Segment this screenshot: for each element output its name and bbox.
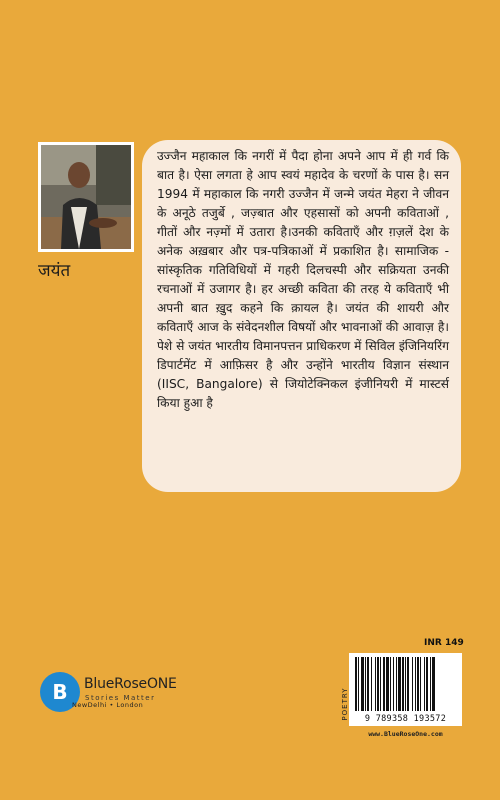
barcode-bar xyxy=(430,657,431,711)
publisher-logo-icon: B xyxy=(40,672,80,712)
author-name: जयंत xyxy=(38,261,71,281)
publisher-locations: NewDelhi • London xyxy=(72,701,144,709)
barcode-bar xyxy=(417,657,419,711)
barcode-bar xyxy=(393,657,394,711)
barcode-bar xyxy=(383,657,385,711)
barcode-bar xyxy=(405,657,406,711)
barcode-bars xyxy=(355,657,456,711)
barcode-bar xyxy=(355,657,357,711)
barcode-bar xyxy=(367,657,369,711)
author-bio-panel xyxy=(142,140,461,492)
author-bio-text: उज्जैन महाकाल कि नगरीं में पैदा होना अपने आप में ही गर्व कि बात है। ऐसा लगता हे आप स्वयं महादेव के चरणों के पास है। सन 1994 में महाकाल कि नगरी उज्जैन में जन्मे जयंत मेहरा ने जीवन के अनूठे तजुर्बे , जज़्बात और एहसासों को अपनी कविताओं , गीतों और नज़्मों में उतारा है।उनकी कविताएँ और ग़ज़लें देश के अनेक अख़बार और पत्र-पत्रिकाओं में प्रकाशित है। सामाजिक - सांस्कृतिक गतिविधियों में गहरी दिलचस्पी और सक्रियता उनकी रचनाओं में उजागर है। हर अच्छी कविता की तरह ये कविताएँ भी अपनी बात ख़ुद कहने कि क़ायल है। जयंत की शायरी और कविताएँ आज के संवेदनशील विषयों और भावनाओं की आवाज़ है। पेशे से जयंत भारतीय विमानपत्तन प्राधिकरण में सिविल इंजिनियरिंग डिपार्टमेंट में आफ़िसर है और उन्होंने भारतीय विज्ञान संस्थान (IISC, Bangalore) से जियोटेक्निकल इंजीनियरी में मास्टर्स किया हुआ है xyxy=(157,149,449,410)
barcode-bar xyxy=(412,657,413,711)
publisher-name: BlueRoseONE xyxy=(84,676,177,692)
publisher-tagline: Stories Matter xyxy=(85,694,156,702)
barcode-bar xyxy=(402,657,404,711)
barcode-bar xyxy=(390,657,391,711)
barcode xyxy=(349,653,462,726)
barcode-bar xyxy=(377,657,379,711)
barcode-bar xyxy=(371,657,372,711)
publisher-website: www.BlueRoseOne.com xyxy=(368,730,443,738)
barcode-bar xyxy=(424,657,425,711)
barcode-bar xyxy=(380,657,381,711)
barcode-bar xyxy=(365,657,366,711)
barcode-bar xyxy=(375,657,376,711)
genre-label: POETRY xyxy=(341,687,349,721)
barcode-bar xyxy=(386,657,389,711)
barcode-bar xyxy=(426,657,428,711)
price-label: INR 149 xyxy=(424,638,464,648)
barcode-bar xyxy=(361,657,364,711)
author-photo xyxy=(38,142,134,252)
publisher-logo xyxy=(40,672,180,716)
barcode-bar xyxy=(415,657,416,711)
barcode-bar xyxy=(420,657,421,711)
barcode-bar xyxy=(432,657,435,711)
barcode-bar xyxy=(407,657,409,711)
barcode-bar xyxy=(398,657,401,711)
isbn-number: 9 789358 193572 xyxy=(364,714,447,724)
barcode-bar xyxy=(396,657,397,711)
barcode-bar xyxy=(358,657,359,711)
